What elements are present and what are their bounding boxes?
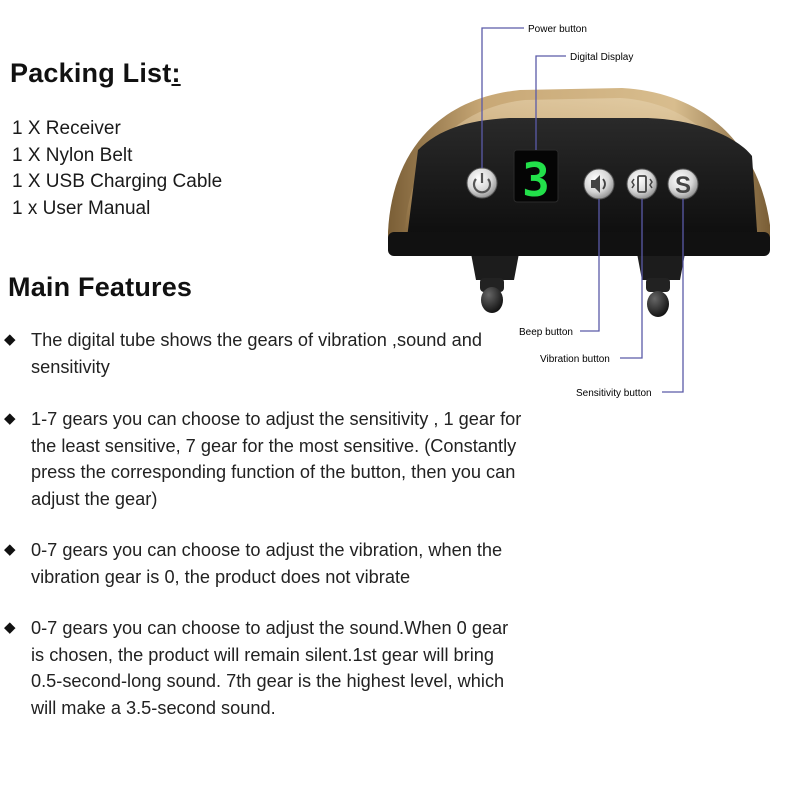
callout-beep-label: Beep button xyxy=(519,327,573,338)
callout-vibration-label: Vibration button xyxy=(540,354,610,365)
callout-power-label: Power button xyxy=(528,24,587,35)
diamond-bullet-icon: ◆ xyxy=(4,410,16,427)
feature-text: 0-7 gears you can choose to adjust the vibration, when the vibration gear is 0, the product does not vibrate xyxy=(31,540,503,587)
packing-list-colon: : xyxy=(171,58,181,88)
control-panel xyxy=(406,118,758,246)
vibration-button[interactable] xyxy=(627,169,657,199)
diamond-bullet-icon: ◆ xyxy=(4,541,16,558)
sensitivity-button[interactable] xyxy=(668,169,698,199)
feature-text: The digital tube shows the gears of vibration ,sound and sensitivity xyxy=(31,330,482,377)
power-button[interactable] xyxy=(467,168,497,198)
list-item: 1 X Receiver xyxy=(12,118,121,139)
main-features-title: Main Features xyxy=(8,272,193,302)
feature-text: 1-7 gears you can choose to adjust the sensitivity , 1 gear for the least sensitive, 7 gear for the most sensitive. (Constantly press the corresponding function of the button, then you can adjust the gear) xyxy=(31,409,522,509)
probe-right xyxy=(636,248,686,317)
display-digit: 3 xyxy=(522,153,550,207)
packing-list-title-text: Packing List xyxy=(10,58,172,88)
feature-text: 0-7 gears you can choose to adjust the sound.When 0 gear is chosen, the product will remain silent.1st gear will bring 0.5-second-long sound. 7th gear is the highest level, which will make a 3.5-second sound. xyxy=(31,618,509,718)
list-item: 1 X USB Charging Cable xyxy=(12,171,223,192)
list-item: 1 x User Manual xyxy=(12,197,151,219)
list-item: 1 X Nylon Belt xyxy=(12,144,133,166)
diamond-bullet-icon: ◆ xyxy=(4,331,16,348)
callout-display-label: Digital Display xyxy=(570,52,634,63)
diamond-bullet-icon: ◆ xyxy=(4,619,16,636)
callout-sensitivity-label: Sensitivity button xyxy=(576,388,652,399)
beep-button[interactable] xyxy=(584,169,614,199)
sensitivity-s-icon: S xyxy=(674,172,692,199)
probe-left xyxy=(470,248,520,313)
